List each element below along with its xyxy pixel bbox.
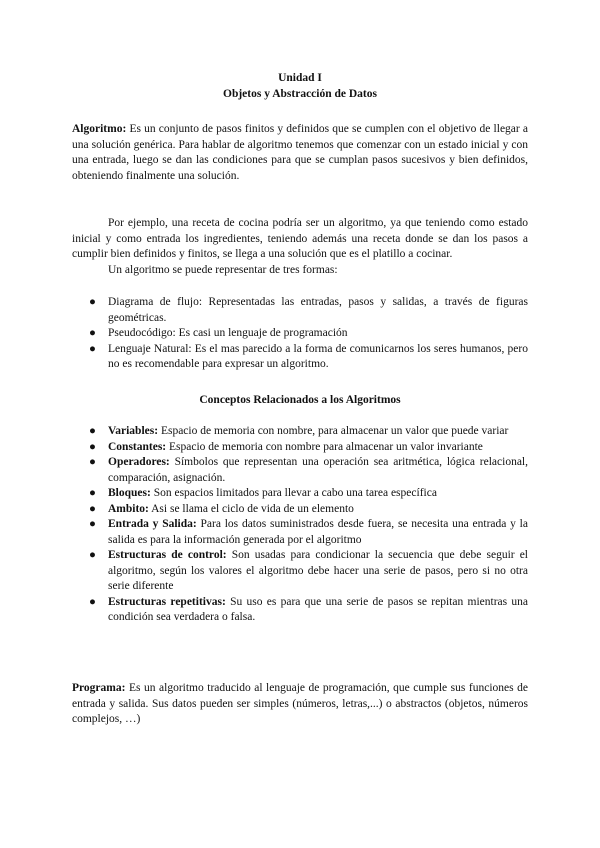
programa-term: Programa: [72, 682, 126, 694]
concept-text: Son espacios limitados para llevar a cabo una tarea específica [150, 487, 437, 499]
concept-text: Espacio de memoria con nombre para almacenar un valor invariante [166, 440, 483, 453]
bullet-icon: ● [89, 456, 96, 468]
list-item [72, 295, 528, 326]
concept-text: Asi se llama el ciclo de vida de un elemento [148, 502, 354, 515]
list-item [72, 455, 528, 486]
concept-text: Para los datos suministrados desde fuera, se necesita una entrada y la salida es para la información generada por el algoritmo [108, 518, 528, 546]
list-item [72, 326, 528, 342]
concept-term: Entrada y Salida: [108, 518, 197, 530]
bullet-icon: ● [89, 487, 96, 499]
bullet-icon: ● [89, 425, 96, 437]
concept-term: Variables: [108, 425, 159, 437]
list-item [72, 486, 528, 502]
list-item [72, 548, 528, 595]
unit-heading: Unidad I [278, 72, 322, 84]
concept-text: Símbolos que representan una operación sea aritmética, lógica relacional, comparación, asignación. [108, 456, 528, 484]
concept-term: Operadores: [108, 456, 170, 468]
list-item [72, 342, 528, 373]
bullet-icon: ● [89, 595, 96, 608]
programa-paragraph [72, 681, 528, 728]
algoritmo-paragraph [72, 122, 528, 184]
concept-term: Bloques: [108, 487, 151, 499]
list-item [72, 440, 528, 456]
concept-term: Constantes: [108, 440, 167, 453]
algoritmo-definition: Es un conjunto de pasos finitos y definidos que se cumplen con el objetivo de llegar a una solución genérica. Para hablar de algoritmo tenemos que comenzar con un estado inicial y con una entrada, luego se dan las condiciones para que se cumplan pasos sucesivos y bien definidos, obteniendo finalmente una solución. [72, 123, 528, 182]
bullet-icon: ● [89, 296, 96, 308]
list-item [72, 502, 528, 518]
bullet-icon: ● [89, 440, 96, 453]
concept-text: Son usadas para condicionar la secuencia que debe seguir el algoritmo, según los valores el algoritmo debe hacer una serie de pasos, pero si no otra serie diferente [108, 549, 528, 592]
concept-text: Su uso es para que una serie de pasos se repitan mientras una condición sea verdadera o falsa. [108, 595, 528, 623]
bullet-icon: ● [89, 342, 96, 355]
concepts-list [72, 424, 528, 626]
list-item [72, 424, 528, 440]
concept-term: Ambito: [108, 502, 149, 515]
bullet-icon: ● [89, 327, 96, 339]
algoritmo-term: Algoritmo: [72, 123, 127, 135]
bullet-icon: ● [89, 518, 96, 530]
forms-list [72, 295, 528, 373]
form-text: Lenguaje Natural: Es el mas parecido a la forma de comunicarnos los seres humanos, pero no es recomendable para expresar un algoritmo. [108, 342, 528, 370]
forms-intro: Un algoritmo se puede representar de tres formas: [108, 264, 338, 276]
form-text: Pseudocódigo: Es casi un lenguaje de programación [108, 327, 348, 339]
concept-text: Espacio de memoria con nombre, para almacenar un valor que puede variar [158, 425, 509, 437]
programa-definition: Es un algoritmo traducido al lenguaje de programación, que cumple sus funciones de entrada y salida. Sus datos pueden ser simples (números, letras,...) o abstractos (objetos, números complejos, …) [72, 682, 528, 725]
bullet-icon: ● [89, 502, 96, 515]
page-title: Objetos y Abstracción de Datos [223, 88, 377, 100]
list-item [72, 517, 528, 548]
concept-term: Estructuras de control: [108, 549, 227, 561]
bullet-icon: ● [89, 549, 96, 561]
example-paragraph: Por ejemplo, una receta de cocina podría ser un algoritmo, ya que teniendo como estado inicial y como entrada los ingredientes, teniendo además una receta donde se dan los pasos a cumplir bien definidos y finitos, se llega a una solución que es el platillo a cocinar. [72, 217, 528, 260]
concept-term: Estructuras repetitivas: [108, 595, 226, 608]
list-item [72, 595, 528, 626]
form-text: Diagrama de flujo: Representadas las entradas, pasos y salidas, a través de figuras geométricas. [108, 296, 528, 324]
concepts-title: Conceptos Relacionados a los Algoritmos [199, 394, 401, 406]
